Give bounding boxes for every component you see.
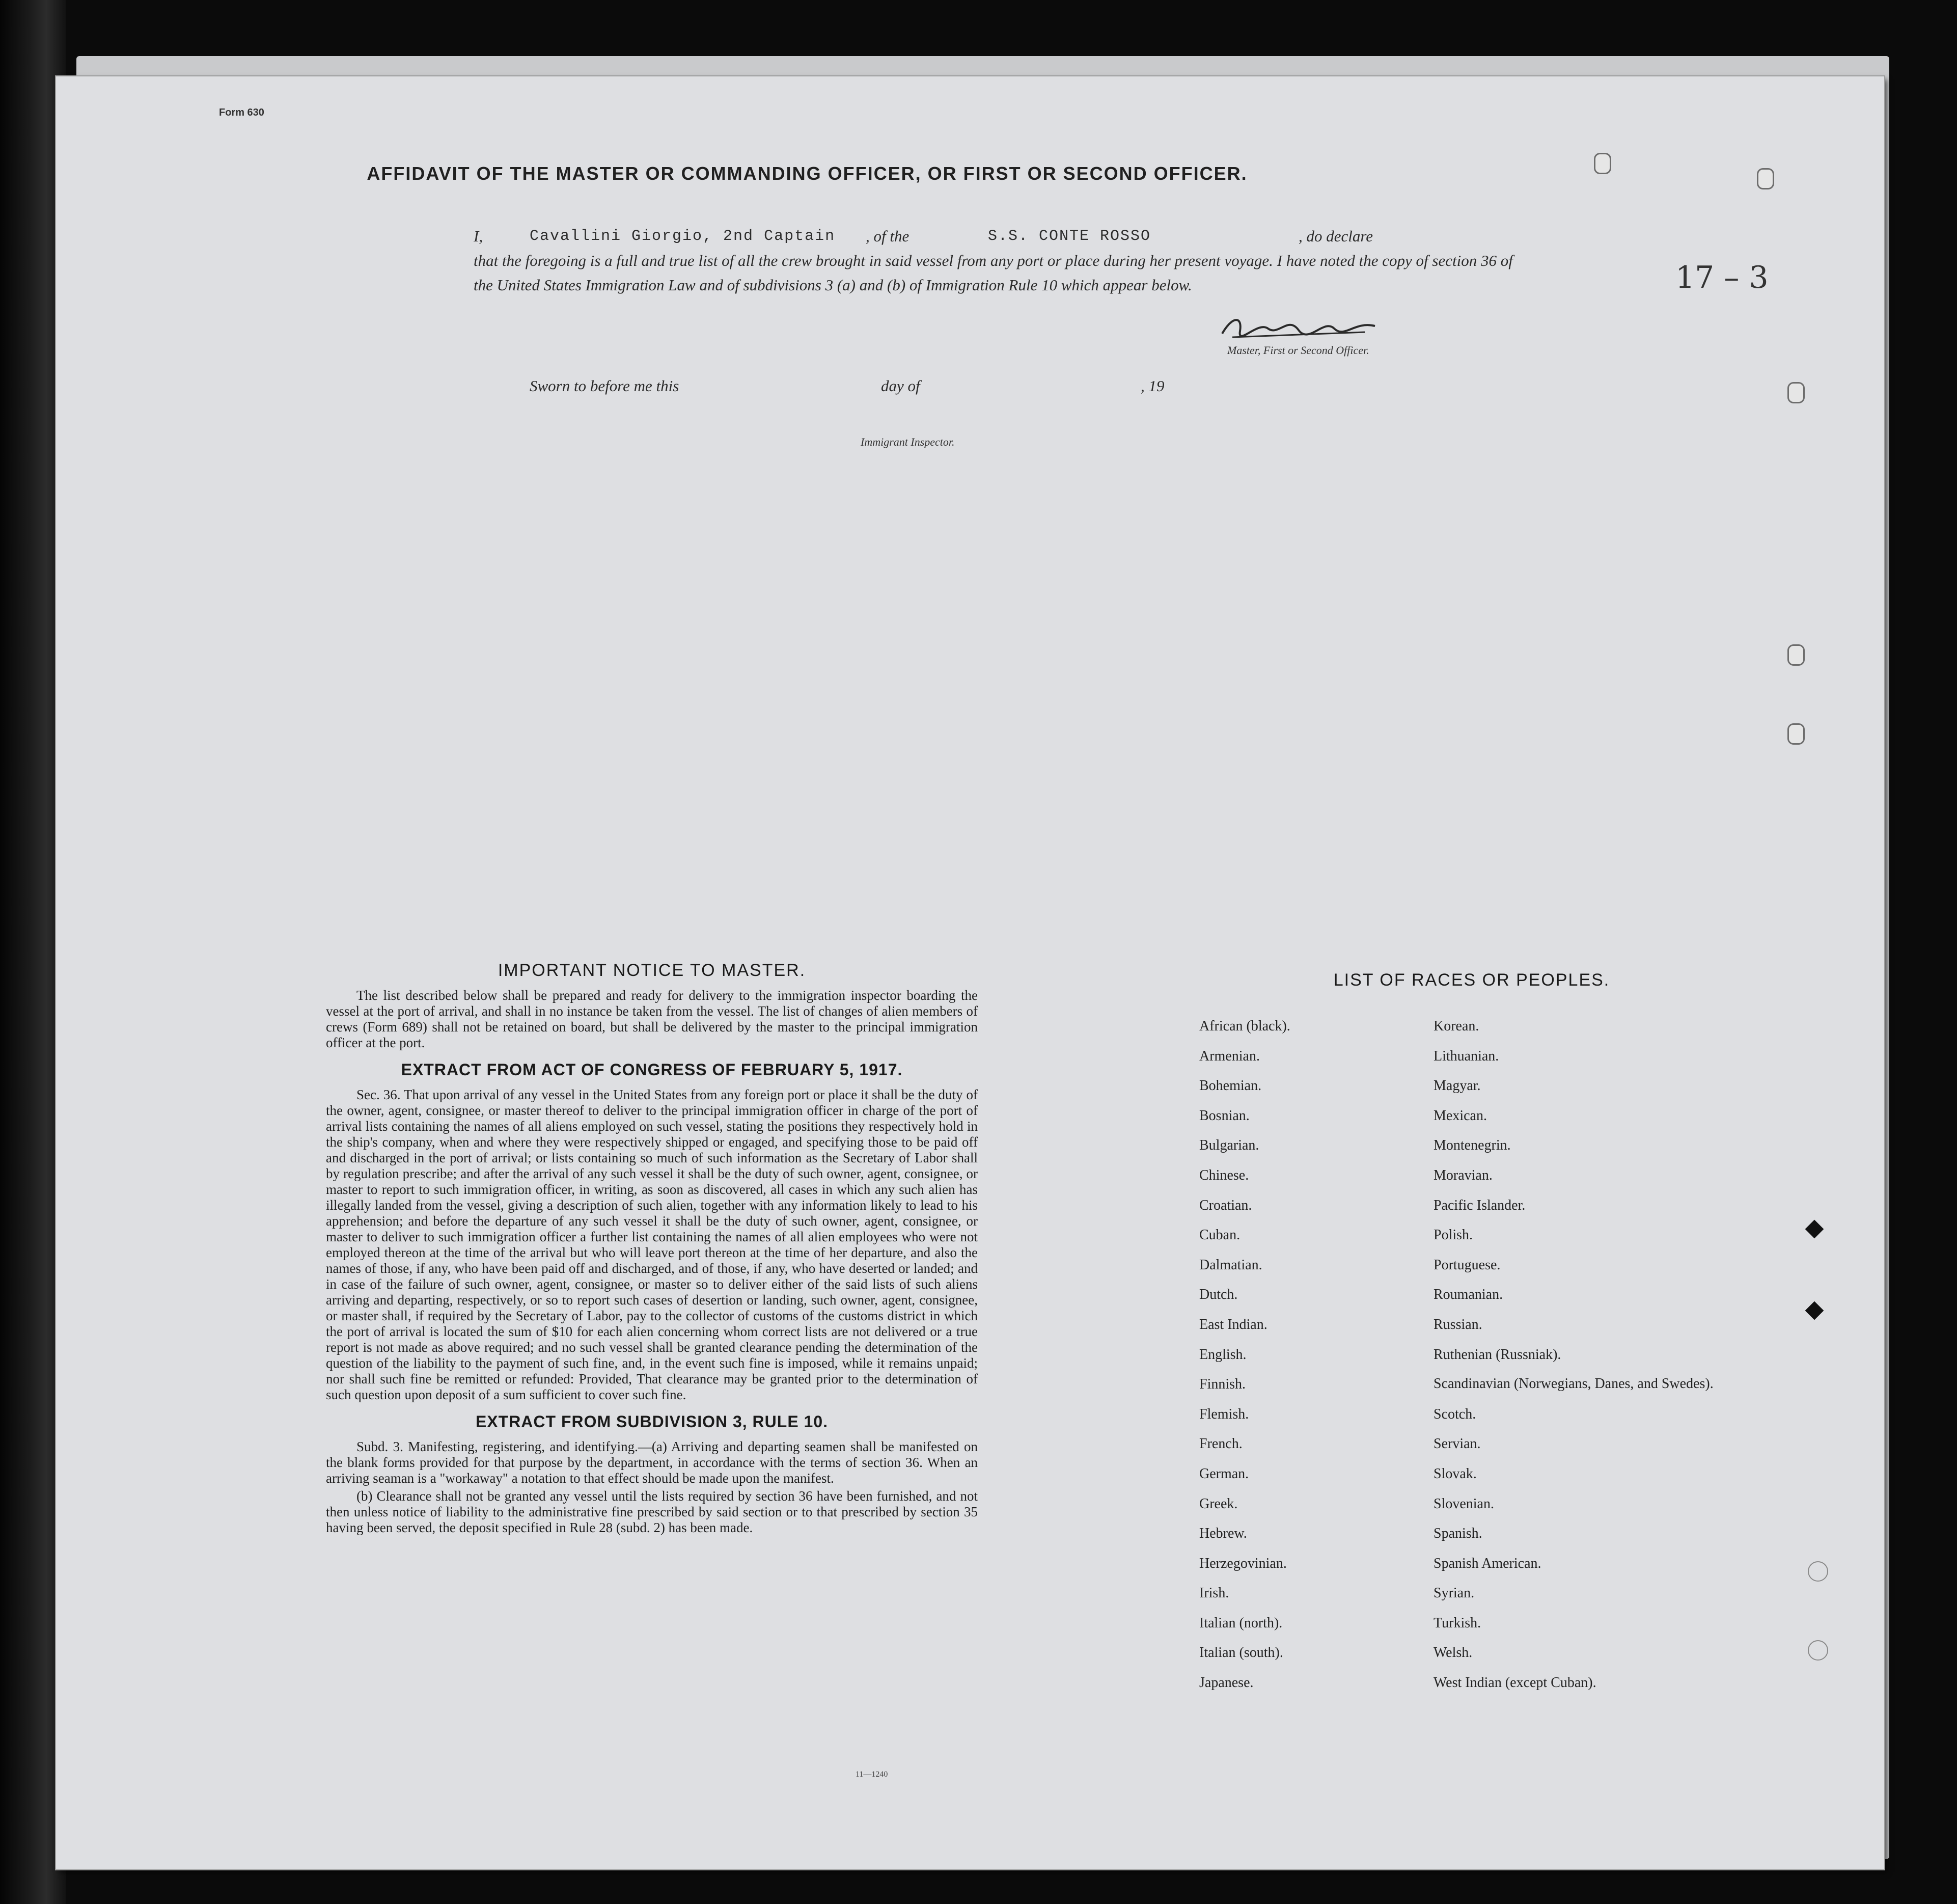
race-item: Polish. [1434, 1227, 1473, 1243]
race-item: Portuguese. [1434, 1257, 1501, 1273]
race-item: Armenian. [1199, 1048, 1260, 1064]
race-item: Herzegovinian. [1199, 1555, 1287, 1571]
race-item: French. [1199, 1436, 1243, 1452]
race-item: Korean. [1434, 1018, 1479, 1034]
do-declare-label: , do declare [1299, 227, 1373, 245]
year-label: , 19 [1141, 377, 1165, 395]
printer-code: 11—1240 [856, 1770, 888, 1779]
punch-hole [1757, 168, 1774, 189]
race-item: Bohemian. [1199, 1078, 1262, 1094]
race-item: Irish. [1199, 1585, 1229, 1601]
document-page [56, 76, 1884, 1869]
handwritten-number: 17 – 3 [1675, 260, 1769, 295]
race-item: Dalmatian. [1199, 1257, 1262, 1273]
notice-text: The list described below shall be prepared and ready for delivery to the immigration inspector boarding the vessel at the port of arrival, and shall in no instance be taken from the vessel. The list of changes of alien members of crews (Form 689) shall not be retained on board, but shall be delivered by the master to the principal immigration officer at the port. [326, 988, 978, 1050]
race-item: Scandinavian (Norwegians, Danes, and Swedes). [1434, 1376, 1714, 1392]
race-item: Spanish American. [1434, 1555, 1541, 1571]
race-item: Finnish. [1199, 1376, 1246, 1393]
race-item: Moravian. [1434, 1167, 1493, 1183]
i-label: I, [474, 227, 483, 245]
ink-dot [1805, 1220, 1824, 1239]
race-item: English. [1199, 1346, 1247, 1363]
race-item: Greek. [1199, 1495, 1238, 1512]
race-item: Flemish. [1199, 1406, 1249, 1422]
vessel-name: S.S. CONTE ROSSO [988, 228, 1151, 245]
race-item: Slovenian. [1434, 1495, 1494, 1512]
race-item: West Indian (except Cuban). [1434, 1675, 1596, 1691]
declaration-block [474, 224, 1533, 297]
race-item: Japanese. [1199, 1675, 1254, 1691]
rule-extract-title: EXTRACT FROM SUBDIVISION 3, RULE 10. [475, 1412, 829, 1431]
race-item: Spanish. [1434, 1526, 1482, 1542]
race-item: Pacific Islander. [1434, 1197, 1526, 1213]
race-item: Syrian. [1434, 1585, 1475, 1601]
race-item: Mexican. [1434, 1107, 1487, 1124]
race-item: German. [1199, 1465, 1249, 1482]
day-of-label: day of [881, 377, 920, 395]
race-item: Italian (north). [1199, 1615, 1283, 1631]
race-item: Bosnian. [1199, 1107, 1250, 1124]
races-title: LIST OF RACES OR PEOPLES. [1333, 970, 1610, 990]
officer-signature [1212, 306, 1380, 346]
race-item: Chinese. [1199, 1167, 1249, 1183]
declaration-body: that the foregoing is a full and true list of all the crew brought in said vessel from any port or place during her present voyage. I have noted the copy of section 36 of the United States Immigration Law and of subdivisions 3 (a) and (b) of Immigration Rule 10 which appear below. [474, 252, 1513, 294]
race-item: Scotch. [1434, 1406, 1476, 1422]
declarant-name: Cavallini Giorgio, 2nd Captain [530, 228, 836, 245]
race-item: Montenegrin. [1434, 1137, 1511, 1154]
act-extract-text: Sec. 36. That upon arrival of any vessel in the United States from any foreign port or place it shall be the duty of the owner, agent, consignee, or master thereof to deliver to the principal immigration officer in charge of the port of arrival lists containing the names of all aliens employed on such vessel, stating the positions they respectively hold in the ship's company, when and where they were respectively shipped or engaged, and specifying those to be paid off and discharged in the port of arrival; or lists containing so much of such information as the Secretary of Labor shall by regulation prescribe; and after the arrival of any such vessel it shall be the duty of such owner, agent, consignee, or master to report to such immigration officer, in writing, as soon as discovered, all cases in which any such alien has illegally landed from the vessel, giving a description of such alien, together with any information likely to lead to his apprehension; and before the departure of any such vessel it shall be the duty of such owner, agent, consignee, or master to deliver to such immigration officer a further list containing the names of all alien employees who were not employed thereon at the time of the arrival but who will leave port thereon at the time of her departure, and also the names of those, if any, who have been paid off and discharged, and of those, if any, who have deserted or landed; and in case of the failure of such owner, agent, consignee, or master so to deliver either of the said lists of such aliens arriving and departing, respectively, or so to report such cases of desertion or landing, such owner, agent, consignee, or master shall, if required by the Secretary of Labor, pay to the collector of customs of the customs district in which the port of arrival is located the sum of $10 for each alien concerning whom correct lists are not delivered or a true report is not made as above required; and no such vessel shall be granted clearance pending the determination of the question of the liability to the payment of such fine, and, in the event such fine is imposed, while it remains unpaid; nor shall such fine be remitted or refunded: Provided, That clearance may be granted prior to the determination of such question upon deposit of a sum sufficient to cover such fine. [326, 1087, 978, 1402]
race-item: Cuban. [1199, 1227, 1241, 1243]
race-item: Servian. [1434, 1436, 1481, 1452]
punch-hole [1787, 382, 1805, 403]
sworn-label: Sworn to before me this [530, 377, 679, 395]
notice-title: IMPORTANT NOTICE TO MASTER. [498, 961, 806, 980]
ring-mark [1808, 1640, 1828, 1661]
race-item: Dutch. [1199, 1287, 1238, 1303]
races-list-left [1199, 1019, 1290, 1705]
race-item: Turkish. [1434, 1615, 1481, 1631]
form-number: Form 630 [219, 107, 264, 118]
races-list-right [1434, 1019, 1714, 1705]
race-item: Hebrew. [1199, 1526, 1247, 1542]
race-item: Magyar. [1434, 1078, 1481, 1094]
punch-hole [1787, 723, 1805, 745]
race-item: Bulgarian. [1199, 1137, 1259, 1154]
race-item: Italian (south). [1199, 1645, 1283, 1661]
rule-extract-text-b: (b) Clearance shall not be granted any vessel until the lists required by section 36 have been furnished, and not then unless notice of liability to the administrative fine prescribed by said section or to that prescribed by section 35 having been served, the deposit specified in Rule 28 (subd. 2) has been made. [326, 1488, 978, 1535]
race-item: Roumanian. [1434, 1287, 1503, 1303]
affidavit-title: AFFIDAVIT OF THE MASTER OR COMMANDING OFFICER, OR FIRST OR SECOND OFFICER. [367, 163, 1248, 184]
of-the-label: , of the [866, 227, 909, 245]
race-item: African (black). [1199, 1018, 1290, 1034]
race-item: Croatian. [1199, 1197, 1252, 1213]
notice-column [326, 963, 978, 1536]
race-item: Slovak. [1434, 1465, 1477, 1482]
race-item: Russian. [1434, 1316, 1482, 1332]
race-item: Welsh. [1434, 1645, 1473, 1661]
punch-hole [1787, 644, 1805, 666]
rule-extract-text-a: Subd. 3. Manifesting, registering, and identifying.—(a) Arriving and departing seamen shall be manifested on the blank forms provided for that purpose by the department, in accordance with the terms of section 36. When an arriving seaman is a "workaway" a notation to that effect should be made upon the manifest. [326, 1439, 978, 1486]
race-item: East Indian. [1199, 1316, 1267, 1332]
ink-dot [1805, 1301, 1824, 1320]
race-item: Ruthenian (Russniak). [1434, 1346, 1561, 1363]
ring-mark [1808, 1561, 1828, 1582]
punch-hole [1594, 153, 1611, 174]
race-item: Lithuanian. [1434, 1048, 1499, 1064]
inspector-caption: Immigrant Inspector. [861, 436, 955, 448]
signature-caption: Master, First or Second Officer. [1227, 344, 1369, 357]
act-extract-title: EXTRACT FROM ACT OF CONGRESS OF FEBRUARY 5, 1917. [401, 1060, 903, 1079]
